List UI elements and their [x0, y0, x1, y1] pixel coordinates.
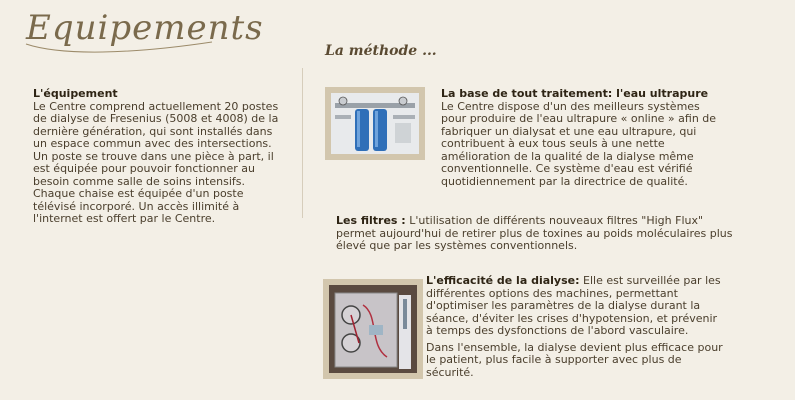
equipement-section [33, 88, 283, 226]
water-filter-image [331, 93, 419, 154]
dialysis-machine-photo [323, 279, 423, 379]
filtres-section [336, 215, 736, 253]
title-flourish [22, 38, 222, 58]
water-filter-photo [325, 87, 425, 160]
equipement-heading: L'équipement [33, 87, 118, 100]
efficacite-heading: L'efficacité de la dialyse: [426, 274, 580, 287]
eau-text: Le Centre dispose d'un des meilleurs systèmes pour produire de l'eau ultrapure « online » afin de fabriquer un dialysat et une eau ultrapure, qui contribuent à eux tous seuls à une nette amélioration de la qualité de la dialyse même conventionnelle. Ce système d'eau est vérifié quotidiennement par la directrice de qualité. [441, 99, 717, 188]
efficacite-text-2: Dans l'ensemble, la dialyse devient plus efficace pour le patient, plus facile à supporter avec plus de sécurité. [426, 340, 723, 379]
method-heading: La méthode ... [325, 43, 437, 59]
eau-section [441, 88, 721, 188]
efficacite-text: Elle est surveillée par les différentes options des machines, permettant d'optimiser les paramètres de la dialyse durant la séance, d'éviter les crises d'hypotension, et prévenir à temps des dysfonctions de l'abord vasculaire. [426, 274, 721, 337]
efficacite-section [426, 275, 726, 379]
filtres-heading: Les filtres : [336, 214, 406, 227]
page-title: Equipements [26, 8, 264, 48]
column-divider [302, 68, 303, 218]
dialysis-machine-image [329, 285, 417, 373]
eau-heading: La base de tout traitement: l'eau ultrapure [441, 87, 709, 100]
equipement-text: Le Centre comprend actuellement 20 postes de dialyse de Fresenius (5008 et 4008) de la dernière génération, qui sont installés dans un espace commun avec des intersections. Un poste se trouve dans une pièce à part, il est équipée pour pouvoir fonctionner au besoin comme salle de soins intensifs. Chaque chaise est équipée d'un poste télévisé incorporé. Un accès illimité à l'internet est offert par le Centre. [33, 99, 279, 225]
efficacite-paragraph [426, 275, 726, 338]
filtres-text: L'utilisation de différents nouveaux filtres "High Flux" permet aujourd'hui de retirer plus de toxines au poids moléculaires plus élevé que par les systèmes conventionnels. [336, 214, 733, 252]
